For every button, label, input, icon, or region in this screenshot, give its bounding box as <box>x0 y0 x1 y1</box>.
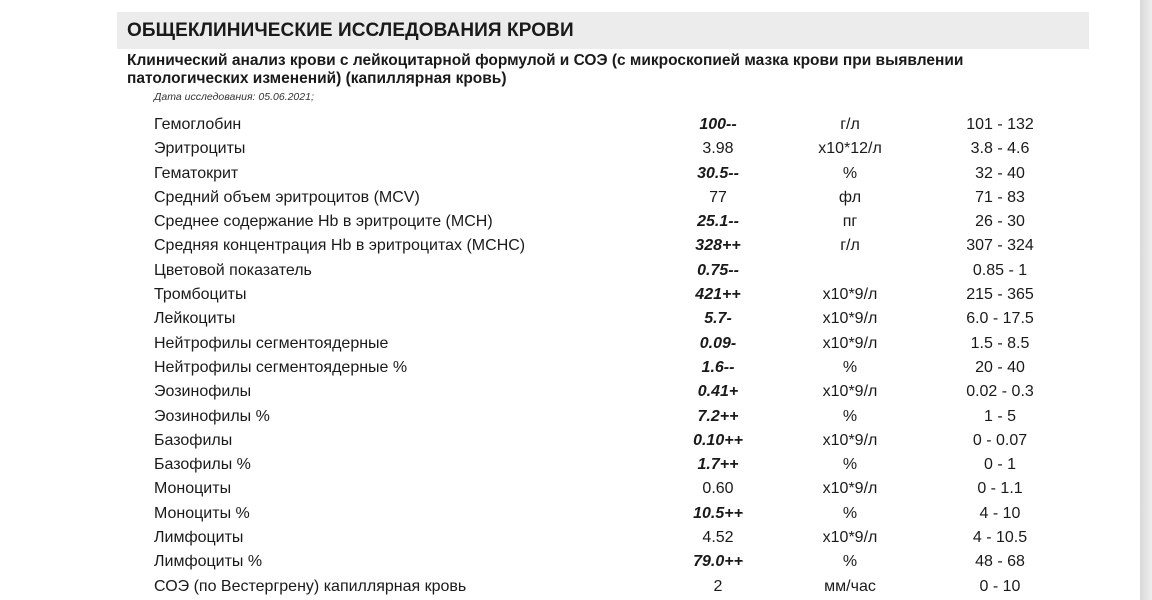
result-unit: x10*9/л <box>822 529 878 547</box>
table-row <box>0 453 1140 477</box>
table-row <box>0 210 1140 234</box>
table-row <box>0 502 1140 526</box>
result-unit: x10*9/л <box>822 383 878 401</box>
result-name: Моноциты <box>154 480 232 498</box>
result-unit: x10*9/л <box>822 286 878 304</box>
result-value: 0.09- <box>699 334 737 352</box>
result-unit: % <box>842 164 858 182</box>
result-name: Средняя концентрация Hb в эритроцитах (MCHC) <box>154 237 526 255</box>
table-row <box>0 477 1140 501</box>
result-unit: x10*12/л <box>818 140 882 158</box>
result-reference-range: 20 - 40 <box>975 358 1025 376</box>
table-row <box>0 575 1140 599</box>
table-row <box>0 259 1140 283</box>
result-value: 25.1-- <box>697 213 739 231</box>
result-reference-range: 215 - 365 <box>966 286 1034 304</box>
result-reference-range: 0 - 10 <box>979 577 1021 595</box>
result-value: 0.41+ <box>697 383 739 401</box>
table-row <box>0 186 1140 210</box>
result-reference-range: 4 - 10 <box>979 504 1021 522</box>
result-name: Нейтрофилы сегментоядерные % <box>154 358 408 376</box>
result-reference-range: 71 - 83 <box>975 188 1025 206</box>
result-reference-range: 32 - 40 <box>975 164 1025 182</box>
result-value: 0.75-- <box>697 261 739 279</box>
table-row <box>0 162 1140 186</box>
result-unit: г/л <box>840 116 860 133</box>
result-value: 7.2++ <box>697 407 739 425</box>
result-value: 100-- <box>699 116 737 133</box>
result-name: Эозинофилы % <box>154 407 270 425</box>
result-unit: % <box>842 504 858 522</box>
table-row <box>0 405 1140 429</box>
result-unit: % <box>842 407 858 425</box>
table-row <box>0 307 1140 331</box>
result-name: Эритроциты <box>154 140 246 158</box>
result-name: Гемоглобин <box>154 116 242 133</box>
result-name: Средний объем эритроцитов (MCV) <box>154 188 420 206</box>
result-unit: % <box>842 553 858 571</box>
result-value: 2 <box>713 577 723 595</box>
result-name: Нейтрофилы сегментоядерные <box>154 334 389 352</box>
table-row <box>0 380 1140 404</box>
result-reference-range: 3.8 - 4.6 <box>970 140 1030 158</box>
result-unit: x10*9/л <box>822 480 878 498</box>
result-unit: x10*9/л <box>822 310 878 328</box>
result-value: 10.5++ <box>693 504 743 522</box>
result-value: 5.7- <box>704 310 732 328</box>
result-value: 421++ <box>695 286 741 304</box>
result-name: Моноциты % <box>154 504 250 522</box>
test-date: Дата исследования: 05.06.2021; <box>154 91 314 103</box>
result-name: Лимфоциты % <box>154 553 263 571</box>
result-unit: x10*9/л <box>822 431 878 449</box>
result-name: Цветовой показатель <box>154 261 312 279</box>
result-value: 30.5-- <box>697 164 739 182</box>
result-reference-range: 1.5 - 8.5 <box>970 334 1030 352</box>
result-reference-range: 0 - 1 <box>983 456 1016 474</box>
result-reference-range: 307 - 324 <box>966 237 1034 255</box>
result-reference-range: 48 - 68 <box>975 553 1025 571</box>
result-name: Лейкоциты <box>154 310 236 328</box>
result-reference-range: 26 - 30 <box>975 213 1025 231</box>
result-value: 328++ <box>695 237 741 255</box>
result-name: Тромбоциты <box>154 286 247 304</box>
result-unit: % <box>842 456 858 474</box>
result-reference-range: 0.02 - 0.3 <box>966 383 1034 401</box>
result-unit: пг <box>842 213 858 231</box>
result-value: 0.60 <box>702 480 734 498</box>
result-value: 77 <box>709 188 727 206</box>
table-row <box>0 429 1140 453</box>
result-value: 1.6-- <box>701 358 735 376</box>
result-name: СОЭ (по Вестергрену) капиллярная кровь <box>154 577 467 595</box>
table-row <box>0 356 1140 380</box>
result-unit: x10*9/л <box>822 334 878 352</box>
table-row <box>0 234 1140 258</box>
result-name: Эозинофилы <box>154 383 252 401</box>
table-row <box>0 283 1140 307</box>
result-unit: мм/час <box>824 577 876 595</box>
result-reference-range: 101 - 132 <box>966 116 1034 133</box>
result-value: 4.52 <box>702 529 734 547</box>
result-value: 1.7++ <box>697 456 739 474</box>
result-value: 3.98 <box>702 140 734 158</box>
table-row <box>0 332 1140 356</box>
result-unit: фл <box>838 188 862 206</box>
result-name: Базофилы <box>154 431 233 449</box>
result-name: Лимфоциты <box>154 529 244 547</box>
test-title: Клинический анализ крови с лейкоцитарной формулой и СОЭ (с микроскопией мазка крови при выявлении патологических изменений) (капиллярная кровь) <box>127 52 964 87</box>
table-row <box>0 526 1140 550</box>
result-name: Базофилы % <box>154 456 251 474</box>
result-reference-range: 0.85 - 1 <box>972 261 1028 279</box>
section-title: ОБЩЕКЛИНИЧЕСКИЕ ИССЛЕДОВАНИЯ КРОВИ <box>127 20 574 41</box>
table-row <box>0 550 1140 574</box>
result-reference-range: 1 - 5 <box>983 407 1016 425</box>
result-reference-range: 0 - 1.1 <box>977 480 1023 498</box>
result-value: 0.10++ <box>693 431 743 449</box>
table-row <box>0 137 1140 161</box>
results-table <box>0 113 1140 599</box>
result-name: Гематокрит <box>154 164 239 182</box>
page-edge-shadow <box>1140 0 1152 600</box>
result-unit: г/л <box>840 237 860 255</box>
result-reference-range: 0 - 0.07 <box>972 431 1028 449</box>
result-reference-range: 6.0 - 17.5 <box>966 310 1034 328</box>
result-reference-range: 4 - 10.5 <box>972 529 1028 547</box>
result-unit: % <box>842 358 858 376</box>
result-value: 79.0++ <box>693 553 743 571</box>
table-row <box>0 113 1140 137</box>
result-name: Среднее содержание Hb в эритроците (MCH) <box>154 213 493 231</box>
